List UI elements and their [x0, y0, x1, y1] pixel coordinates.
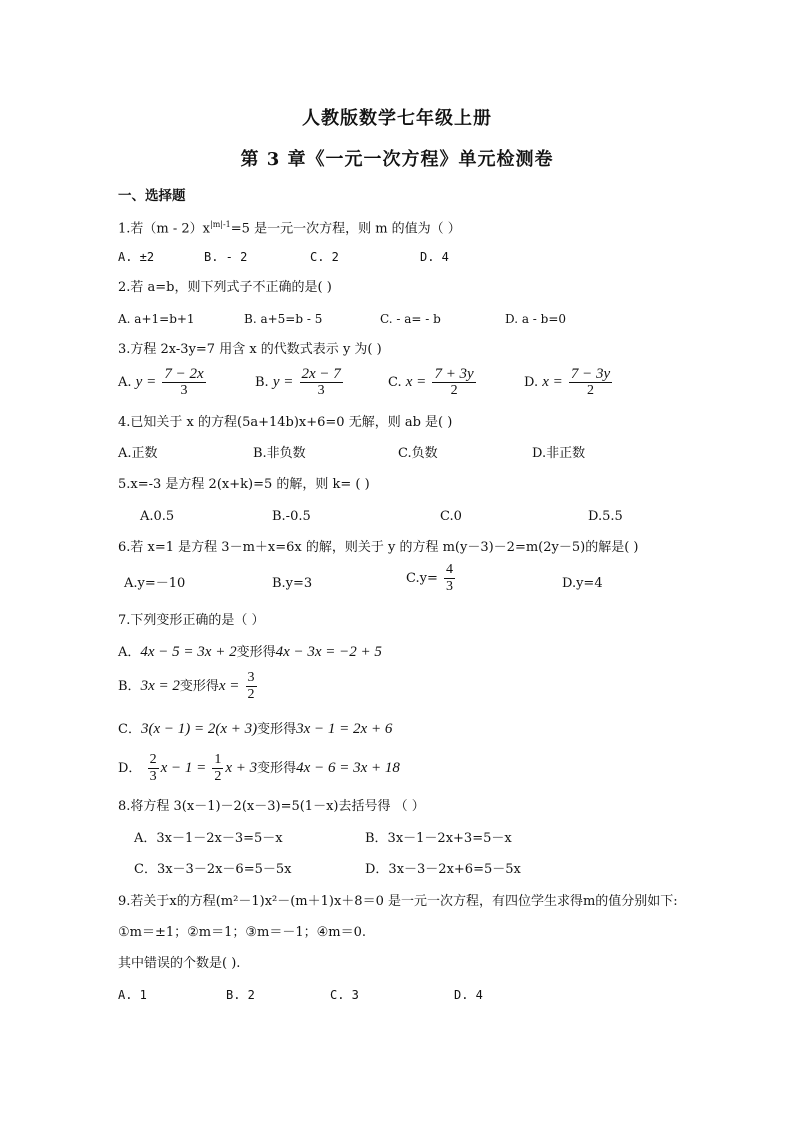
question-9-option-d: D. 4 [454, 988, 483, 1002]
fraction: $\frac{2x - 7}{3}$ [301, 366, 341, 398]
question-8-option-a: A．3x－1－2x－3=5－x [134, 831, 283, 846]
question-9-option-a: A. 1 [118, 988, 147, 1002]
question-3-stem: 3.方程 2x-3y=7 用含 x 的代数式表示 y 为( ) [118, 342, 382, 357]
question-7-option-b: B．3x = 2变形得x = $\frac{3}{2}$ [118, 670, 255, 702]
question-7-stem: 7.下列变形正确的是（ ） [118, 613, 265, 628]
question-1-option-d: D. 4 [420, 250, 449, 264]
question-8-stem: 8.将方程 3(x－1)－2(x－3)=5(1－x)去括号得 （ ） [118, 799, 425, 814]
question-3-option-b: B. y = $\frac{2x - 7}{3}$ [255, 366, 341, 398]
question-4-option-c: C.负数 [398, 446, 438, 461]
fraction: $\frac{7 - 2x}{3}$ [164, 366, 204, 398]
question-2-stem: 2.若 a=b，则下列式子不正确的是( ) [118, 280, 332, 295]
question-2-option-d: D. a - b=0 [505, 312, 567, 326]
question-7-option-d: D． $\frac{2}{3}$ x − 1 = $\frac{1}{2}$ x + 3变形得4x − 6 = 3x + 18 [118, 752, 400, 784]
question-1-option-a: A. ±2 [118, 250, 155, 264]
question-9-option-b: B. 2 [226, 988, 255, 1002]
fraction: $\frac{2}{3}$ [149, 752, 157, 784]
question-1-stem: 1.若$(m - 2)x^{|m|-1}=5$ 是一元一次方程，则 m 的值为（ ） [118, 220, 461, 237]
document-title: 人教版数学七年级上册 [302, 108, 492, 129]
question-7-option-a: A．4x − 5 = 3x + 2变形得4x − 3x = −2 + 5 [118, 644, 382, 660]
fraction: $\frac{7 - 3y}{2}$ [570, 366, 611, 398]
question-2-option-c: C. - a= - b [380, 312, 441, 326]
question-3-option-a: A. y = $\frac{7 - 2x}{3}$ [118, 366, 204, 398]
question-6-stem: 6.若 x=1 是方程 3－m＋x=6x 的解，则关于 y 的方程 m(y－3)－2=m(2y－5)的解是( ) [118, 540, 639, 555]
fraction: $\frac{3}{2}$ [247, 670, 255, 702]
fraction: $\frac{4}{3}$ [446, 562, 453, 594]
question-4-stem: 4.已知关于 x 的方程(5a+14b)x+6=0 无解，则 ab 是( ) [118, 415, 453, 430]
question-3-option-c: C. x = $\frac{7 + 3y}{2}$ [388, 366, 474, 398]
question-5-option-c: C.0 [440, 509, 462, 524]
section-heading: 一、选择题 [118, 188, 186, 204]
question-8-option-b: B．3x－1－2x+3=5－x [365, 831, 512, 846]
question-4-option-d: D.非正数 [532, 446, 586, 461]
question-9-ask: 其中错误的个数是( ). [118, 956, 241, 971]
document-subtitle: 第 3 章《一元一次方程》单元检测卷 [240, 149, 554, 170]
question-7-option-c: C．3(x − 1) = 2(x + 3)变形得3x − 1 = 2x + 6 [118, 721, 393, 737]
question-2-option-b: B. a+5=b - 5 [244, 312, 323, 326]
question-5-option-b: B.-0.5 [272, 509, 311, 524]
question-5-option-d: D.5.5 [588, 509, 623, 524]
question-9-list: ①m＝±1；②m＝1；③m＝－1；④m＝0. [118, 925, 367, 940]
question-8-option-d: D．3x－3－2x+6=5－5x [365, 862, 521, 877]
question-6-option-c: C.y= $\frac{4}{3}$ [406, 562, 453, 594]
question-6-option-a: A.y=－10 [124, 576, 186, 591]
question-4-option-a: A.正数 [118, 446, 158, 461]
fraction: $\frac{1}{2}$ [214, 752, 222, 784]
question-6-option-d: D.y=4 [562, 576, 603, 591]
question-1-option-c: C. 2 [310, 250, 339, 264]
exponent: |m|-1 [210, 220, 231, 229]
question-5-stem: 5.x=-3 是方程 2(x+k)=5 的解，则 k= ( ) [118, 477, 370, 492]
question-8-option-c: C．3x－3－2x－6=5－5x [134, 862, 292, 877]
question-2-option-a: A. a+1=b+1 [118, 312, 195, 326]
question-1-option-b: B. - 2 [204, 250, 248, 264]
question-6-option-b: B.y=3 [272, 576, 313, 591]
question-4-option-b: B.非负数 [253, 446, 306, 461]
question-3-option-d: D. x = $\frac{7 - 3y}{2}$ [524, 366, 611, 398]
fraction: $\frac{7 + 3y}{2}$ [434, 366, 474, 398]
question-5-option-a: A.0.5 [140, 509, 175, 524]
question-9-stem: 9.若关于x的方程(m²－1)x²－(m＋1)x＋8＝0 是一元一次方程，有四位学生求得m的值分别如下: [118, 894, 678, 909]
question-9-option-c: C. 3 [330, 988, 359, 1002]
